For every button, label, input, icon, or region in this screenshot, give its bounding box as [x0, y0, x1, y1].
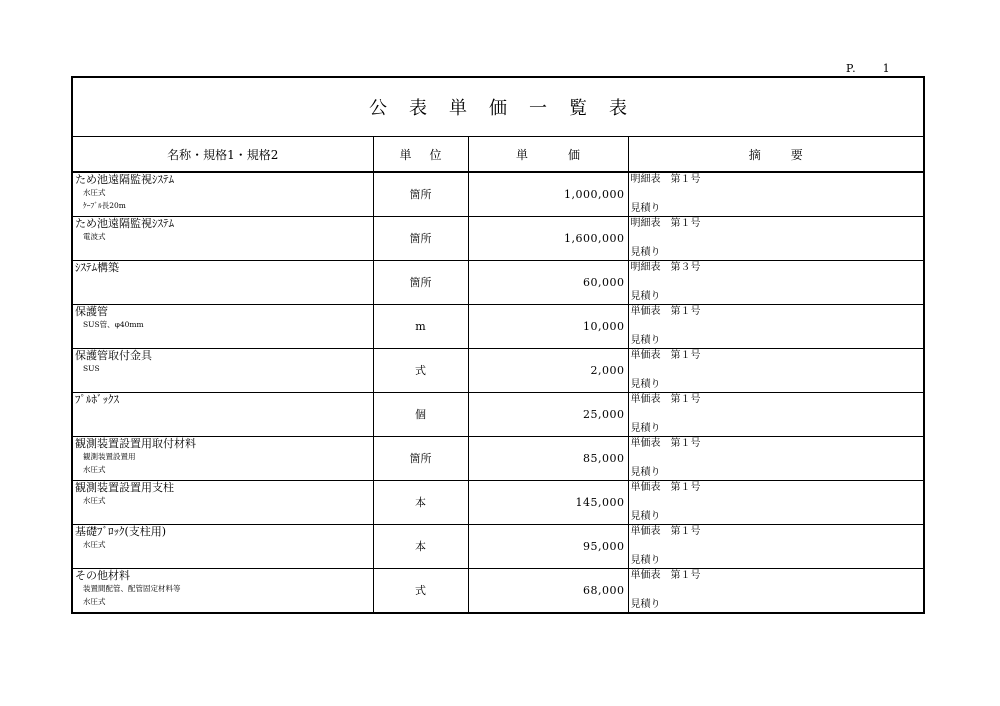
item-name: 保護管取付金具: [75, 348, 152, 362]
table-row: [73, 304, 923, 348]
remark-reference: 単価表 第１号: [630, 349, 701, 361]
cell-remarks: [628, 568, 923, 612]
remark-reference: 明細表 第１号: [630, 174, 701, 185]
cell-price: 10,000: [468, 304, 628, 348]
cell-unit: 箇所: [373, 260, 468, 304]
item-spec2: 水圧式: [83, 464, 106, 474]
price-table: [73, 137, 923, 612]
cell-price: 1,600,000: [468, 216, 628, 260]
remark-reference: 明細表 第３号: [630, 261, 701, 273]
item-spec1: 水圧式: [83, 188, 106, 197]
table-row: [73, 524, 923, 568]
cell-name: [73, 392, 373, 436]
item-spec1: 装置間配管、配管固定材料等: [83, 583, 181, 593]
cell-remarks: [628, 260, 923, 304]
cell-price: 25,000: [468, 392, 628, 436]
cell-remarks: [628, 348, 923, 392]
cell-unit: m: [373, 304, 468, 348]
remark-reference: 単価表 第１号: [630, 393, 701, 405]
remark-source: 見積り: [630, 466, 661, 478]
page-number-value: 1: [882, 62, 891, 75]
cell-name: [73, 260, 373, 304]
table-row: [73, 216, 923, 260]
item-name: ｼｽﾃﾑ構築: [75, 260, 119, 274]
table-header-row: [73, 137, 923, 172]
table-row: [73, 436, 923, 480]
item-name: 基礎ﾌﾞﾛｯｸ(支柱用): [75, 524, 167, 538]
remark-source: 見積り: [630, 334, 661, 346]
header-price: 単価: [468, 137, 628, 172]
cell-price: 95,000: [468, 524, 628, 568]
page-number: [846, 62, 891, 75]
cell-remarks: [628, 480, 923, 524]
cell-unit: 箇所: [373, 436, 468, 480]
item-spec1: 水圧式: [83, 495, 106, 505]
cell-unit: 式: [373, 568, 468, 612]
remark-reference: 単価表 第１号: [630, 481, 701, 493]
remark-source: 見積り: [630, 554, 661, 566]
item-name: 保護管: [75, 304, 108, 318]
remark-reference: 単価表 第１号: [630, 525, 701, 537]
remark-source: 見積り: [630, 202, 661, 214]
item-spec1: 観測装置設置用: [83, 451, 136, 461]
cell-price: 2,000: [468, 348, 628, 392]
item-spec1: 水圧式: [83, 539, 106, 549]
cell-unit: 箇所: [373, 216, 468, 260]
item-spec2: ｹｰﾌﾞﾙ長20m: [83, 201, 126, 210]
item-name: 観測装置設置用支柱: [75, 480, 174, 494]
cell-name: [73, 568, 373, 612]
remark-reference: 単価表 第１号: [630, 305, 701, 317]
remark-source: 見積り: [630, 422, 661, 434]
cell-price: 60,000: [468, 260, 628, 304]
cell-price: 1,000,000: [468, 172, 628, 216]
cell-unit: 式: [373, 348, 468, 392]
remark-reference: 明細表 第１号: [630, 217, 701, 229]
remark-reference: 単価表 第１号: [630, 437, 701, 449]
item-name: その他材料: [75, 568, 130, 582]
cell-unit: 本: [373, 524, 468, 568]
table-row: [73, 480, 923, 524]
item-spec1: SUS: [83, 363, 100, 373]
cell-remarks: [628, 436, 923, 480]
table-row: [73, 172, 923, 216]
item-name: ため池遠隔監視ｼｽﾃﾑ: [75, 216, 174, 230]
table-row: [73, 392, 923, 436]
table-row: [73, 568, 923, 612]
cell-price: 68,000: [468, 568, 628, 612]
cell-name: [73, 216, 373, 260]
cell-name: [73, 304, 373, 348]
cell-remarks: [628, 304, 923, 348]
cell-remarks: [628, 216, 923, 260]
item-spec1: 電波式: [83, 231, 106, 241]
cell-name: [73, 524, 373, 568]
cell-unit: 個: [373, 392, 468, 436]
item-name: 観測装置設置用取付材料: [75, 436, 196, 450]
cell-name: [73, 436, 373, 480]
cell-unit: 本: [373, 480, 468, 524]
remark-source: 見積り: [630, 599, 661, 610]
item-name: ﾌﾟﾙﾎﾞｯｸｽ: [75, 392, 119, 406]
header-unit: 単位: [373, 137, 468, 172]
cell-remarks: [628, 392, 923, 436]
table-row: [73, 260, 923, 304]
remark-reference: 単価表 第１号: [630, 569, 701, 581]
cell-name: [73, 480, 373, 524]
remark-source: 見積り: [630, 378, 661, 390]
price-list-sheet: [71, 76, 925, 614]
header-remarks: 摘要: [628, 137, 923, 172]
cell-unit: 箇所: [373, 172, 468, 216]
page-label: P.: [846, 62, 857, 75]
cell-name: [73, 348, 373, 392]
cell-remarks: [628, 172, 923, 216]
header-name: 名称・規格1・規格2: [73, 137, 373, 172]
table-row: [73, 348, 923, 392]
cell-name: [73, 172, 373, 216]
remark-source: 見積り: [630, 510, 661, 522]
document-title: 公表単価一覧表: [73, 78, 923, 137]
cell-price: 85,000: [468, 436, 628, 480]
item-spec1: SUS管、φ40mm: [83, 319, 144, 329]
remark-source: 見積り: [630, 290, 661, 302]
remark-source: 見積り: [630, 246, 661, 258]
item-name: ため池遠隔監視ｼｽﾃﾑ: [75, 173, 174, 186]
cell-remarks: [628, 524, 923, 568]
item-spec2: 水圧式: [83, 596, 106, 606]
cell-price: 145,000: [468, 480, 628, 524]
